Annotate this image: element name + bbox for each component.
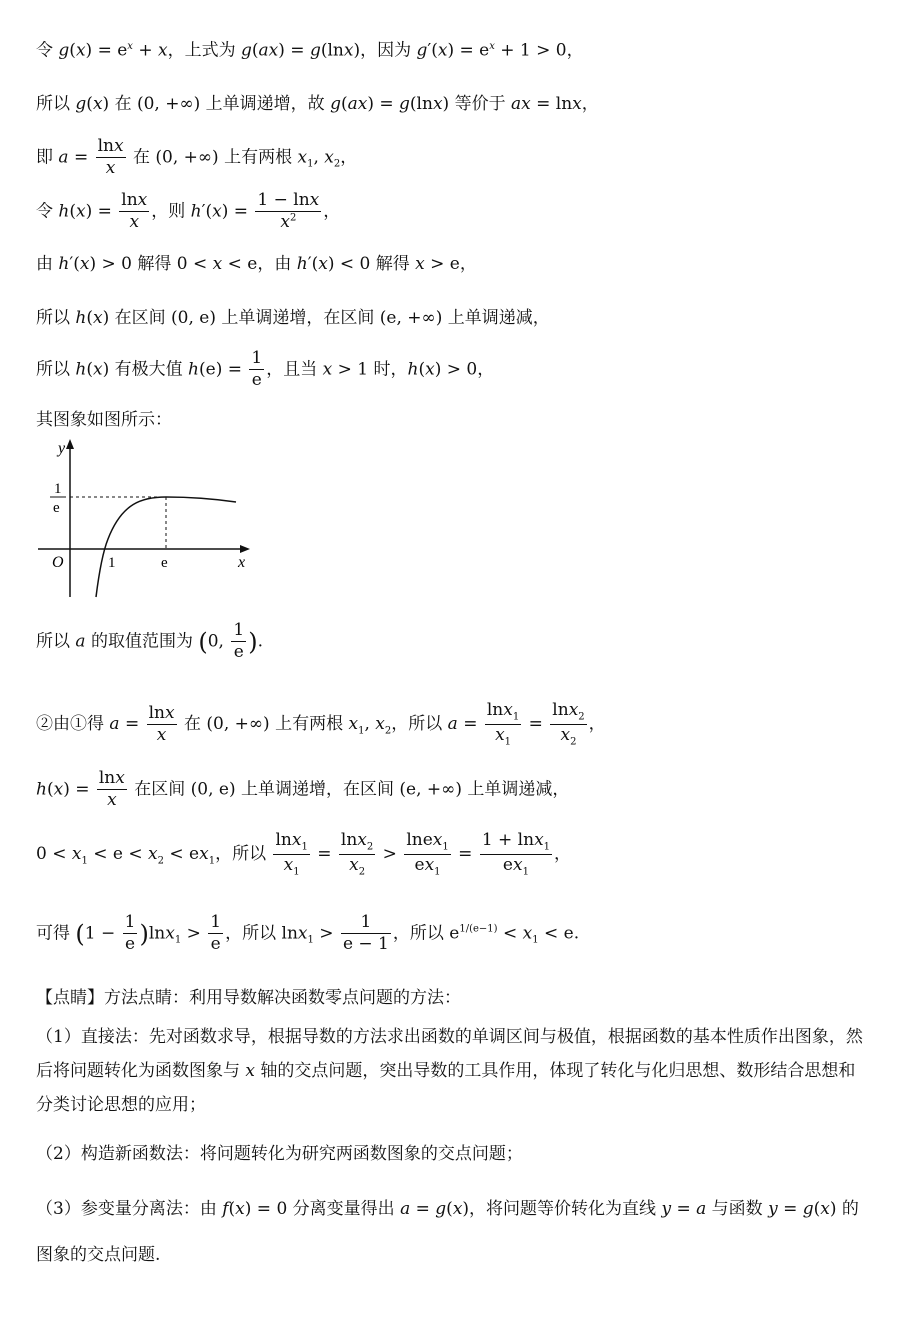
- text-line-1: 令 $g(x) = e^x + x$，上式为 g(ax) = g(lnx)，因为 $g'(x) = e^x + 1 > 0$，: [36, 40, 584, 61]
- y-axis-label: y: [58, 440, 66, 457]
- text-line-17: （3）参变量分离法：由 f(x) = 0 分离变量得出 a = g(x)，将问题等价转化为直线 y = a 与函数 y = g(x) 的图象的交点问题.: [36, 1199, 859, 1265]
- x-tick-e: e: [161, 555, 168, 571]
- text-line-14: 【点睛】方法点睛：利用导数解决函数零点问题的方法：: [36, 988, 461, 1008]
- max-label-den: e: [53, 500, 60, 516]
- y-axis-arrow: [66, 439, 74, 449]
- text-line-4: 令 h(x) = $\frac{\ln x}{x}$ ，则 h′(x) = $\frac{1 - \ln x}{x^2}$ ，: [36, 190, 341, 233]
- text-line-7: 所以 h(x) 有极大值 h(e) = $\frac{1}{e}$ ，且当 x > 1 时，h(x) > 0，: [36, 348, 495, 391]
- max-label-num: 1: [54, 481, 62, 497]
- text-line-3: 即 a = $\frac{\ln x}{x}$ 在 (0, +∞) 上有两根 $x_1$, $x_2$，: [36, 136, 358, 179]
- text-line-13: 可得 (1 − $\frac{1}{e}$ )lnx$_1$ > $\frac{1}{e}$ ，所以 lnx$_1$ > $\frac{1}{e - 1}$ ，所以 $e^{1/(e-1)} < x_1 < e$.: [36, 912, 580, 955]
- text-line-8: 其图象如图所示：: [36, 410, 172, 430]
- function-graph: [30, 435, 260, 605]
- text-line-15: （1）直接法：先对函数求导，根据导数的方法求出函数的单调区间与极值，根据函数的基本性质作出图象，然后将问题转化为函数图象与 x 轴的交点问题，突出导数的工具作用，体现了转化与化归思想、数形结合思想和分类讨论思想的应用；: [36, 1027, 863, 1115]
- text-line-5: 由 h′(x) > 0 解得 0 < x < e，由 h′(x) < 0 解得 x > e，: [36, 254, 477, 274]
- text-line-16: （2）构造新函数法：将问题转化为研究两函数图象的交点问题；: [36, 1144, 523, 1164]
- text-line-9: 所以 a 的取值范围为 (0, $\frac{1}{e}$ ).: [36, 620, 263, 663]
- text-line-11: h(x) = $\frac{\ln x}{x}$ 在区间 (0, e) 上单调递增，在区间 (e, +∞) 上单调递减，: [36, 768, 570, 811]
- x-tick-1: 1: [108, 555, 116, 571]
- origin-label: O: [52, 554, 64, 571]
- text-line-2: 所以 g(x) 在 (0, +∞) 上单调递增，故 g(ax) = g(lnx) 等价于 ax = lnx，: [36, 94, 599, 114]
- text-line-6: 所以 h(x) 在区间 (0, e) 上单调递增，在区间 (e, +∞) 上单调递减，: [36, 308, 550, 328]
- x-axis-label: x: [238, 554, 246, 571]
- x-axis-arrow: [240, 545, 250, 553]
- text-line-10: ②由①得 a = $\frac{\ln x}{x}$ 在 (0, +∞) 上有两根 $x_1$, $x_2$，所以 a = $\frac{\ln x_1}{x_1}$ = $\frac{\ln x_2}{x_2}$ ，: [36, 700, 606, 748]
- text-line-12: $0 < x_1 < e < x_2 < ex_1$，所以 $\frac{\ln x_1}{x_1}$ = $\frac{\ln x_2}{x_2}$ > $\frac{lnex_1}{ex_1}$ = $\frac{1 + \ln x_1}{ex_1}$ ，: [36, 830, 572, 878]
